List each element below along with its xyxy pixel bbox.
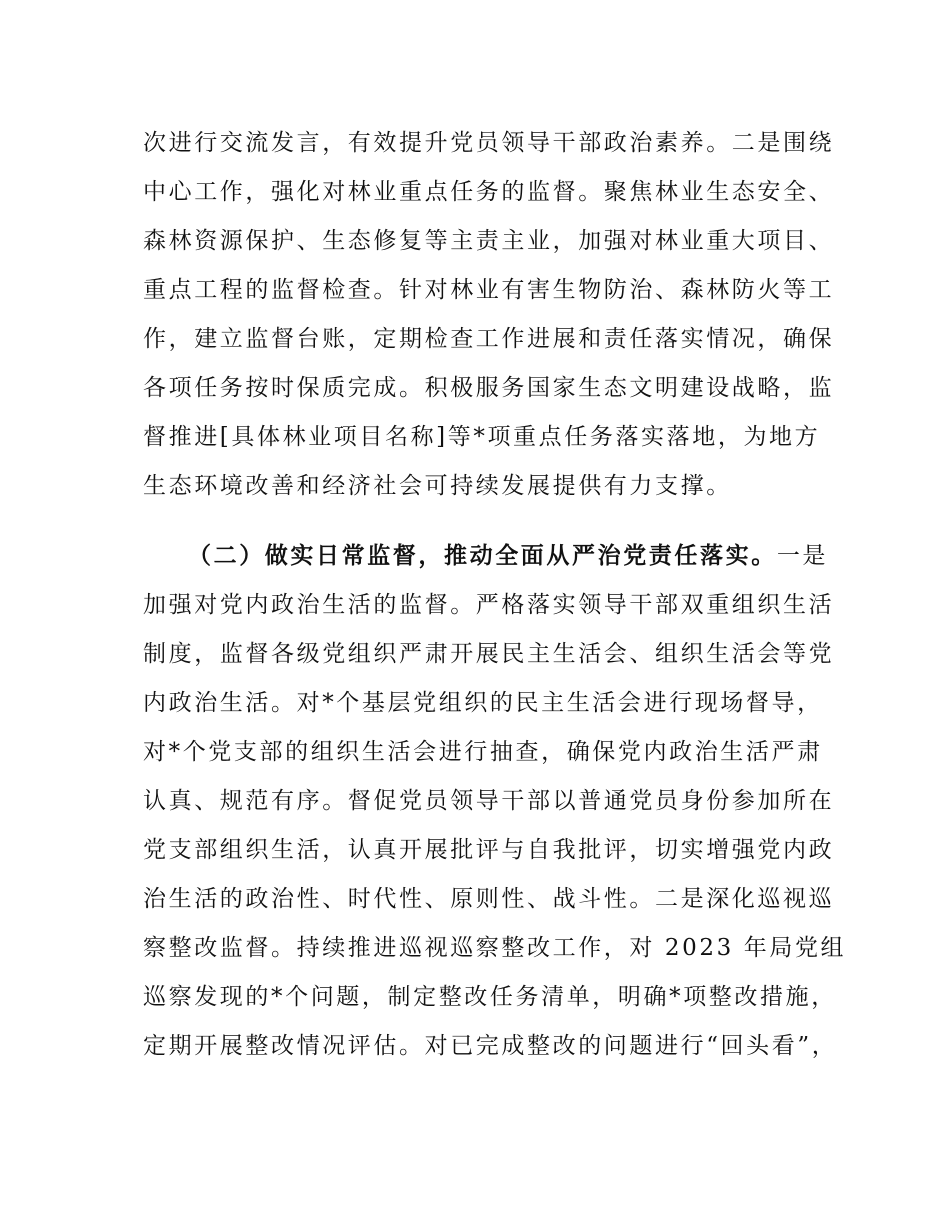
paragraph-2-line-9: 巡察发现的*个问题，制定整改任务清单，明确*项整改措施， <box>143 984 837 1010</box>
paragraph-2-line-7: 治生活的政治性、时代性、原则性、战斗性。二是深化巡视巡 <box>143 886 835 912</box>
paragraph-1-line-7: 督推进[具体林业项目名称]等*项重点任务落实落地，为地方 <box>143 424 821 450</box>
paragraph-1-line-5: 作，建立监督台账，定期检查工作进展和责任落实情况，确保 <box>143 326 835 352</box>
paragraph-1-line-2: 中心工作，强化对林业重点任务的监督。聚焦林业生态安全、 <box>143 179 835 205</box>
paragraph-2-line-1: 加强对党内政治生活的监督。严格落实领导干部双重组织生活 <box>143 592 835 618</box>
paragraph-2-line-8: 察整改监督。持续推进巡视巡察整改工作，对 2023 年局党组 <box>143 935 847 961</box>
paragraph-1-line-3: 森林资源保护、生态修复等主责主业，加强对林业重大项目、 <box>143 228 835 254</box>
section-heading: （二）做实日常监督，推动全面从严治党责任落实。 <box>188 542 777 569</box>
section-heading-tail: 一是 <box>776 543 829 569</box>
paragraph-2-first-line <box>188 541 828 571</box>
paragraph-2-line-4: 对*个党支部的组织生活会进行抽查，确保党内政治生活严肃 <box>143 739 823 765</box>
paragraph-1-line-8: 生态环境改善和经济社会可持续发展提供有力支撑。 <box>143 473 732 499</box>
paragraph-2-line-2: 制度，监督各级党组织严肃开展民主生活会、组织生活会等党 <box>143 641 835 667</box>
paragraph-2-line-10: 定期开展整改情况评估。对已完成整改的问题进行“回头看”， <box>143 1033 838 1059</box>
paragraph-1-line-4: 重点工程的监督检查。针对林业有害生物防治、森林防火等工 <box>143 277 835 303</box>
paragraph-1-line-1: 次进行交流发言，有效提升党员领导干部政治素养。二是围绕 <box>143 130 835 156</box>
paragraph-1-line-6: 各项任务按时保质完成。积极服务国家生态文明建设战略，监 <box>143 375 835 401</box>
paragraph-2-line-5: 认真、规范有序。督促党员领导干部以普通党员身份参加所在 <box>143 788 835 814</box>
paragraph-2-line-3: 内政治生活。对*个基层党组织的民主生活会进行现场督导， <box>143 690 823 716</box>
paragraph-2-line-6: 党支部组织生活，认真开展批评与自我批评，切实增强党内政 <box>143 837 835 863</box>
